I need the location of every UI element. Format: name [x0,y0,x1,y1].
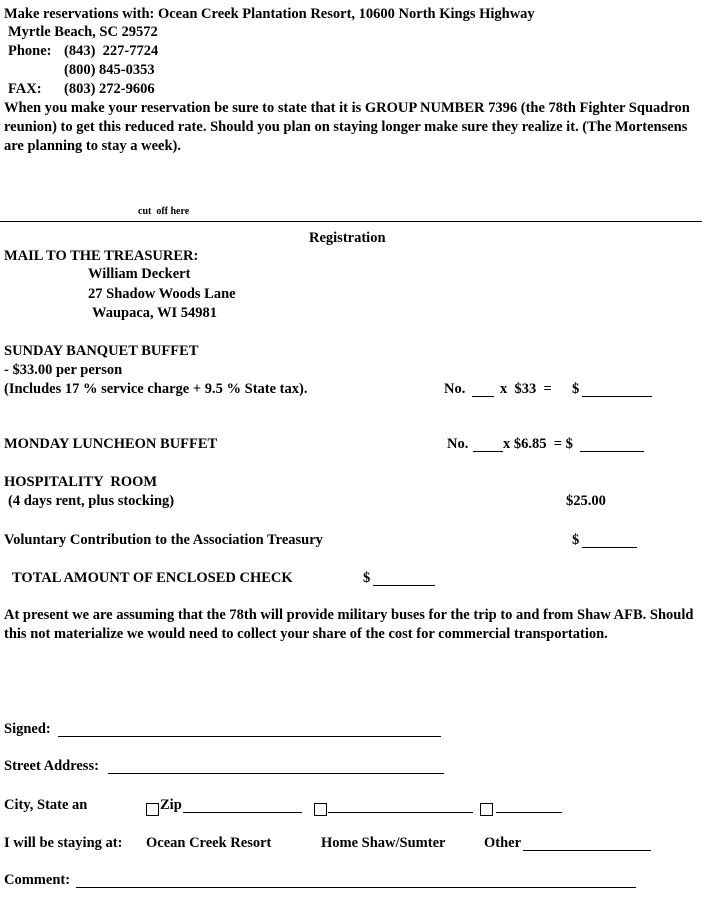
staying-label: I will be staying at: [4,835,123,851]
contribution-label: Voluntary Contribution to the Association Treasury [4,532,323,548]
treasurer-street: 27 Shadow Woods Lane [88,286,236,302]
other-field[interactable] [523,850,651,851]
phone-number-1: (843) 227-7724 [64,43,159,59]
city-checkbox[interactable] [146,803,159,816]
hospitality-note: (4 days rent, plus stocking) [8,493,175,509]
hospitality-title: HOSPITALITY ROOM [4,474,158,490]
phone-number-2: (800) 845-0353 [64,62,155,78]
contribution-dollar: $ [572,532,580,548]
luncheon-title: MONDAY LUNCHEON BUFFET [4,436,218,452]
luncheon-amount-field[interactable] [580,451,644,452]
street-address-label: Street Address: [4,758,99,774]
street-address-field[interactable] [108,773,444,774]
checkbox-2[interactable] [314,803,327,816]
cut-line [0,221,702,222]
total-label: TOTAL AMOUNT OF ENCLOSED CHECK [12,570,293,586]
zip-label: Zip [160,797,182,813]
banquet-dollar: $ [572,381,580,397]
banquet-calc: x $33 = [500,381,552,397]
hospitality-amount: $25.00 [566,493,606,509]
banquet-title: SUNDAY BANQUET BUFFET [4,343,199,359]
luncheon-calc: x $6.85 = $ [503,436,573,452]
field-3[interactable] [496,812,562,813]
mail-to-label: MAIL TO THE TREASURER: [4,248,199,264]
banquet-quantity-field[interactable] [472,396,494,397]
treasurer-city: Waupaca, WI 54981 [92,305,218,321]
banquet-amount-field[interactable] [582,396,652,397]
city-state-label: City, State an [4,797,88,813]
cut-off-label: cut off here [138,206,190,217]
comment-label: Comment: [4,872,71,888]
banquet-note: (Includes 17 % service charge + 9.5 % State tax). [4,381,308,397]
treasurer-name: William Deckert [88,266,191,282]
luncheon-quantity-field[interactable] [473,451,503,452]
option-other[interactable]: Other [484,835,522,851]
signature-field[interactable] [58,736,441,737]
transport-note: At present we are assuming that the 78th will provide military buses for the trip to and from Shaw AFB. Should this not materialize we would need to collect your share of the cost for commercial transportation. [4,607,694,642]
comment-field[interactable] [76,887,636,888]
reservation-line: Make reservations with: Ocean Creek Plantation Resort, 10600 North Kings Highway [4,6,535,22]
fax-number: (803) 272-9606 [64,81,155,97]
banquet-price: - $33.00 per person [4,362,123,378]
total-dollar: $ [363,570,371,586]
registration-title: Registration [309,230,386,246]
resort-city: Myrtle Beach, SC 29572 [8,24,158,40]
group-number-note: When you make your reservation be sure to state that it is GROUP NUMBER 7396 (the 78th Fighter Squadron reunion) to get this reduced rate. Should you plan on staying longer make sure they realize it. (The Mortensens are planning to stay a week). [4,100,690,154]
zip-field[interactable] [183,812,302,813]
phone-label: Phone: [8,43,52,59]
option-ocean-creek[interactable]: Ocean Creek Resort [146,835,272,851]
signed-label: Signed: [4,721,51,737]
fax-label: FAX: [8,81,42,97]
contribution-amount-field[interactable] [582,547,637,548]
total-amount-field[interactable] [373,585,435,586]
option-home-shaw[interactable]: Home Shaw/Sumter [321,835,446,851]
banquet-no-label: No. [444,381,466,397]
field-2[interactable] [328,812,473,813]
luncheon-no-label: No. [447,436,469,452]
checkbox-3[interactable] [480,803,493,816]
